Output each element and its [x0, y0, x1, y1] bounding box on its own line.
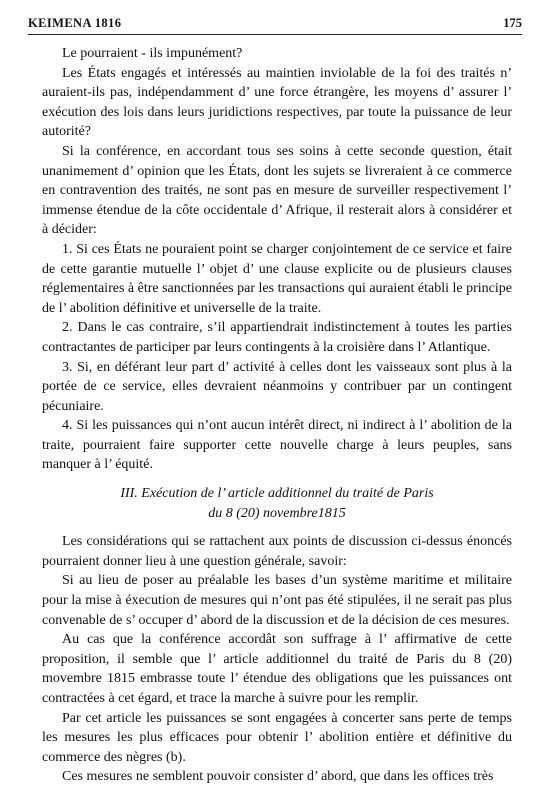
numbered-paragraph: 2. Dans le cas contraire, s’il appartiendrait indistinctement à toutes les parties contractantes de participer par leurs contingents à la croisière dans l’ Atlantique.	[42, 320, 512, 355]
header-rule	[28, 34, 522, 35]
page-number: 175	[503, 16, 522, 30]
section-heading-line: III. Exécution de l’ article additionnel du traité de Paris	[120, 486, 434, 502]
paragraph: Si au lieu de poser au préalable les bases d’un système maritime et militaire pour la mise à éxecution de mesures qui n’ont pas été stipulées, il ne serait pas plus convenable de s’ occuper d’ abord de la discussion et de la décision de ces mesures.	[42, 573, 512, 628]
paragraph: Ces mesures ne semblent pouvoir consister d’ abord, que dans les offices très	[62, 769, 494, 785]
paragraph: Les considérations qui se rattachent aux points de discussion ci-dessus énoncés pourraient donner lieu à une question générale, savoir:	[42, 534, 512, 569]
numbered-paragraph: 4. Si les puissances qui n’ont aucun intérêt direct, ni indirect à l’ abolition de la traite, pourraient faire supporter cette nouvelle charge à leurs peuples, sans manquer à l’ équité.	[42, 418, 512, 473]
running-title: KEIMENA 1816	[28, 16, 122, 30]
section-heading	[42, 484, 512, 523]
paragraph: Les États engagés et intéressés au maintien inviolable de la foi des traités n’ auraient-ils pas, indépendamment d’ une force étrangère, les moyens d’ assurer l’ exécution des lois dans leurs juridictions respectives, par toute la puissance de leur autorité?	[42, 65, 512, 140]
numbered-paragraph: 1. Si ces États ne pouraient point se charger conjointement de ce service et faire de cette garantie mutuelle l’ objet d’ une clause explicite ou de plusieurs clauses réglementaires à être sanctionnées par les transactions qui auraient établi le principe de l’ abolition définitive et universelle de la traite.	[42, 241, 512, 316]
section-heading-line: du 8 (20) novembre1815	[208, 505, 346, 521]
paragraph: Au cas que la conférence accordât son suffrage à l’ affirmative de cette proposition, il semble que l’ article additionnel du traité de Paris du 8 (20) movembre 1815 embrasse toute l’ étendue des obligations que les puissances ont contractées à cet égard, et trace la marche à suivre pour les remplir.	[42, 632, 512, 706]
running-header	[28, 14, 522, 36]
paragraph: Le pourraient - ils impunément?	[62, 46, 243, 61]
numbered-paragraph: 3. Si, en déférant leur part d’ activité à celles dont les vaisseaux sont plus à la portée de ce service, elles devraient néanmoins y contribuer par un contingent pécuniaire.	[42, 359, 512, 414]
paragraph: Par cet article les puissances se sont engagées à concerter sans perte de temps les mesures les plus efficaces pour obtenir l’ abolition entière et définitive du commerce des nègres (b).	[42, 710, 512, 765]
paragraph: Si la conférence, en accordant tous ses soins à cette seconde question, était unanimement d’ opinion que les États, dont les sujets se livreraient à ce commerce en contravention des traités, ne sont pas en mesure de surveiller respectivement l’ immense étendue de la côte occidentale d’ Afrique, il resterait alors à considérer et à décider:	[42, 143, 512, 238]
body-text	[42, 44, 512, 787]
